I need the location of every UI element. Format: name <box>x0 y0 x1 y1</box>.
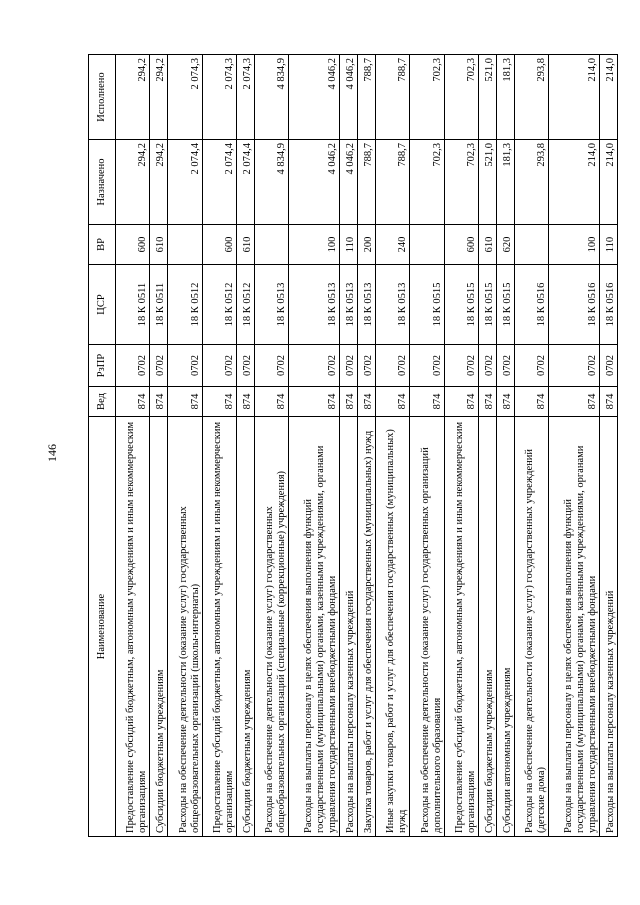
cell-executed: 788,7 <box>358 55 376 140</box>
cell-name: Расходы на обеспечение деятельности (оказание услуг) государственных организаций дополнительного образования <box>410 417 444 837</box>
cell-vr <box>514 225 548 265</box>
cell-vr: 110 <box>600 225 618 265</box>
cell-rzpr: 0702 <box>289 345 340 387</box>
cell-name: Расходы на выплаты персоналу в целях обеспечения выполнения функций государственными (муниципальными) органами, казенными учреждениями, органами управления государственными внебюджетными фондами <box>289 417 340 837</box>
cell-executed: 702,3 <box>444 55 478 140</box>
table-row <box>202 55 236 837</box>
table-row <box>444 55 478 837</box>
cell-name: Предоставление субсидий бюджетным, автономным учреждениям и иным некоммерческим организациям <box>444 417 478 837</box>
cell-name: Предоставление субсидий бюджетным, автономным учреждениям и иным некоммерческим организациям <box>116 417 150 837</box>
cell-ved: 874 <box>289 387 340 417</box>
cell-executed: 702,3 <box>410 55 444 140</box>
header-assigned: Назначено <box>89 140 116 225</box>
table-row <box>116 55 150 837</box>
table-row <box>375 55 409 837</box>
cell-rzpr: 0702 <box>358 345 376 387</box>
cell-rzpr: 0702 <box>479 345 497 387</box>
cell-name: Расходы на выплаты персоналу в целях обеспечения выполнения функций государственными (муниципальными) органами, казенными учреждениями, органами управления государственными внебюджетными фондами <box>549 417 600 837</box>
cell-executed: 4 834,9 <box>254 55 288 140</box>
cell-vr: 100 <box>289 225 340 265</box>
cell-name: Расходы на выплаты персоналу казенных учреждений <box>600 417 618 837</box>
cell-csr: 18 К 0516 <box>514 265 548 345</box>
budget-table <box>88 54 618 837</box>
cell-ved: 874 <box>549 387 600 417</box>
cell-csr: 18 К 0515 <box>444 265 478 345</box>
cell-vr <box>168 225 202 265</box>
header-csr: ЦСР <box>89 265 116 345</box>
table-row <box>479 55 497 837</box>
cell-name: Предоставление субсидий бюджетным, автономным учреждениям и иным некоммерческим организациям <box>202 417 236 837</box>
cell-assigned: 4 046,2 <box>289 140 340 225</box>
cell-executed: 4 046,2 <box>289 55 340 140</box>
cell-ved: 874 <box>479 387 497 417</box>
cell-executed: 4 046,2 <box>340 55 358 140</box>
cell-ved: 874 <box>340 387 358 417</box>
cell-executed: 294,2 <box>116 55 150 140</box>
cell-ved: 874 <box>237 387 255 417</box>
rotated-table-container <box>88 55 618 837</box>
cell-csr: 18 К 0515 <box>479 265 497 345</box>
cell-name: Расходы на обеспечение деятельности (оказание услуг) государственных учреждений (детские дома) <box>514 417 548 837</box>
header-vr: ВР <box>89 225 116 265</box>
cell-rzpr: 0702 <box>444 345 478 387</box>
cell-csr: 18 К 0515 <box>496 265 514 345</box>
cell-csr: 18 К 0515 <box>410 265 444 345</box>
cell-executed: 788,7 <box>375 55 409 140</box>
cell-rzpr: 0702 <box>202 345 236 387</box>
table-row <box>168 55 202 837</box>
cell-assigned: 2 074,4 <box>168 140 202 225</box>
cell-csr: 18 К 0512 <box>168 265 202 345</box>
cell-rzpr: 0702 <box>410 345 444 387</box>
cell-rzpr: 0702 <box>150 345 168 387</box>
cell-rzpr: 0702 <box>514 345 548 387</box>
cell-executed: 521,0 <box>479 55 497 140</box>
cell-name: Закупка товаров, работ и услуг для обеспечения государственных (муниципальных) нужд <box>358 417 376 837</box>
cell-name: Расходы на обеспечение деятельности (оказание услуг) государственных общеобразовательных организаций (специальные (коррекционные) учреждения) <box>254 417 288 837</box>
cell-assigned: 4 046,2 <box>340 140 358 225</box>
cell-assigned: 4 834,9 <box>254 140 288 225</box>
cell-assigned: 702,3 <box>444 140 478 225</box>
cell-assigned: 294,2 <box>150 140 168 225</box>
cell-ved: 874 <box>600 387 618 417</box>
table-row <box>496 55 514 837</box>
cell-ved: 874 <box>496 387 514 417</box>
cell-ved: 874 <box>168 387 202 417</box>
table-row <box>254 55 288 837</box>
cell-csr: 18 К 0512 <box>202 265 236 345</box>
cell-rzpr: 0702 <box>237 345 255 387</box>
cell-assigned: 293,8 <box>514 140 548 225</box>
header-rzpr: РзПР <box>89 345 116 387</box>
table-row <box>150 55 168 837</box>
cell-vr: 100 <box>549 225 600 265</box>
cell-ved: 874 <box>116 387 150 417</box>
table-body <box>116 55 618 837</box>
cell-csr: 18 К 0511 <box>116 265 150 345</box>
cell-vr: 200 <box>358 225 376 265</box>
cell-ved: 874 <box>150 387 168 417</box>
cell-executed: 214,0 <box>549 55 600 140</box>
cell-csr: 18 К 0513 <box>289 265 340 345</box>
cell-ved: 874 <box>514 387 548 417</box>
page-number: 146 <box>45 444 59 462</box>
cell-csr: 18 К 0516 <box>600 265 618 345</box>
cell-assigned: 702,3 <box>410 140 444 225</box>
cell-assigned: 788,7 <box>358 140 376 225</box>
cell-assigned: 214,0 <box>600 140 618 225</box>
table-row <box>600 55 618 837</box>
cell-csr: 18 К 0516 <box>549 265 600 345</box>
cell-csr: 18 К 0513 <box>340 265 358 345</box>
cell-executed: 2 074,3 <box>202 55 236 140</box>
cell-vr: 240 <box>375 225 409 265</box>
cell-vr: 610 <box>150 225 168 265</box>
cell-name: Расходы на выплаты персоналу казенных учреждений <box>340 417 358 837</box>
cell-rzpr: 0702 <box>116 345 150 387</box>
cell-csr: 18 К 0512 <box>237 265 255 345</box>
cell-rzpr: 0702 <box>600 345 618 387</box>
cell-assigned: 2 074,4 <box>202 140 236 225</box>
table-header-row <box>89 55 116 837</box>
cell-executed: 2 074,3 <box>168 55 202 140</box>
cell-vr: 620 <box>496 225 514 265</box>
table-row <box>289 55 340 837</box>
cell-assigned: 181,3 <box>496 140 514 225</box>
table-row <box>340 55 358 837</box>
table-row <box>514 55 548 837</box>
cell-vr: 600 <box>202 225 236 265</box>
header-name: Наименование <box>89 417 116 837</box>
cell-executed: 293,8 <box>514 55 548 140</box>
cell-vr: 600 <box>116 225 150 265</box>
cell-name: Субсидии бюджетным учреждениям <box>237 417 255 837</box>
cell-ved: 874 <box>202 387 236 417</box>
cell-assigned: 294,2 <box>116 140 150 225</box>
cell-vr: 610 <box>237 225 255 265</box>
cell-rzpr: 0702 <box>549 345 600 387</box>
cell-ved: 874 <box>254 387 288 417</box>
table-row <box>410 55 444 837</box>
cell-vr: 110 <box>340 225 358 265</box>
cell-rzpr: 0702 <box>254 345 288 387</box>
header-executed: Исполнено <box>89 55 116 140</box>
cell-csr: 18 К 0513 <box>254 265 288 345</box>
cell-name: Субсидии бюджетным учреждениям <box>479 417 497 837</box>
cell-executed: 214,0 <box>600 55 618 140</box>
cell-csr: 18 К 0513 <box>358 265 376 345</box>
cell-assigned: 788,7 <box>375 140 409 225</box>
cell-executed: 2 074,3 <box>237 55 255 140</box>
table-row <box>549 55 600 837</box>
cell-vr <box>254 225 288 265</box>
cell-assigned: 2 074,4 <box>237 140 255 225</box>
table-row <box>358 55 376 837</box>
cell-name: Расходы на обеспечение деятельности (оказание услуг) государственных общеобразовательных организаций (школы-интернаты) <box>168 417 202 837</box>
cell-vr: 600 <box>444 225 478 265</box>
cell-vr: 610 <box>479 225 497 265</box>
cell-name: Субсидии автономным учреждениям <box>496 417 514 837</box>
cell-csr: 18 К 0511 <box>150 265 168 345</box>
header-ved: Вед <box>89 387 116 417</box>
cell-rzpr: 0702 <box>375 345 409 387</box>
cell-vr <box>410 225 444 265</box>
cell-rzpr: 0702 <box>340 345 358 387</box>
cell-ved: 874 <box>444 387 478 417</box>
cell-executed: 294,2 <box>150 55 168 140</box>
table-row <box>237 55 255 837</box>
cell-assigned: 521,0 <box>479 140 497 225</box>
cell-ved: 874 <box>410 387 444 417</box>
cell-name: Иные закупки товаров, работ и услуг для обеспечения государственных (муниципальных) нужд <box>375 417 409 837</box>
cell-ved: 874 <box>358 387 376 417</box>
cell-rzpr: 0702 <box>168 345 202 387</box>
cell-ved: 874 <box>375 387 409 417</box>
cell-executed: 181,3 <box>496 55 514 140</box>
cell-csr: 18 К 0513 <box>375 265 409 345</box>
cell-name: Субсидии бюджетным учреждениям <box>150 417 168 837</box>
cell-assigned: 214,0 <box>549 140 600 225</box>
cell-rzpr: 0702 <box>496 345 514 387</box>
